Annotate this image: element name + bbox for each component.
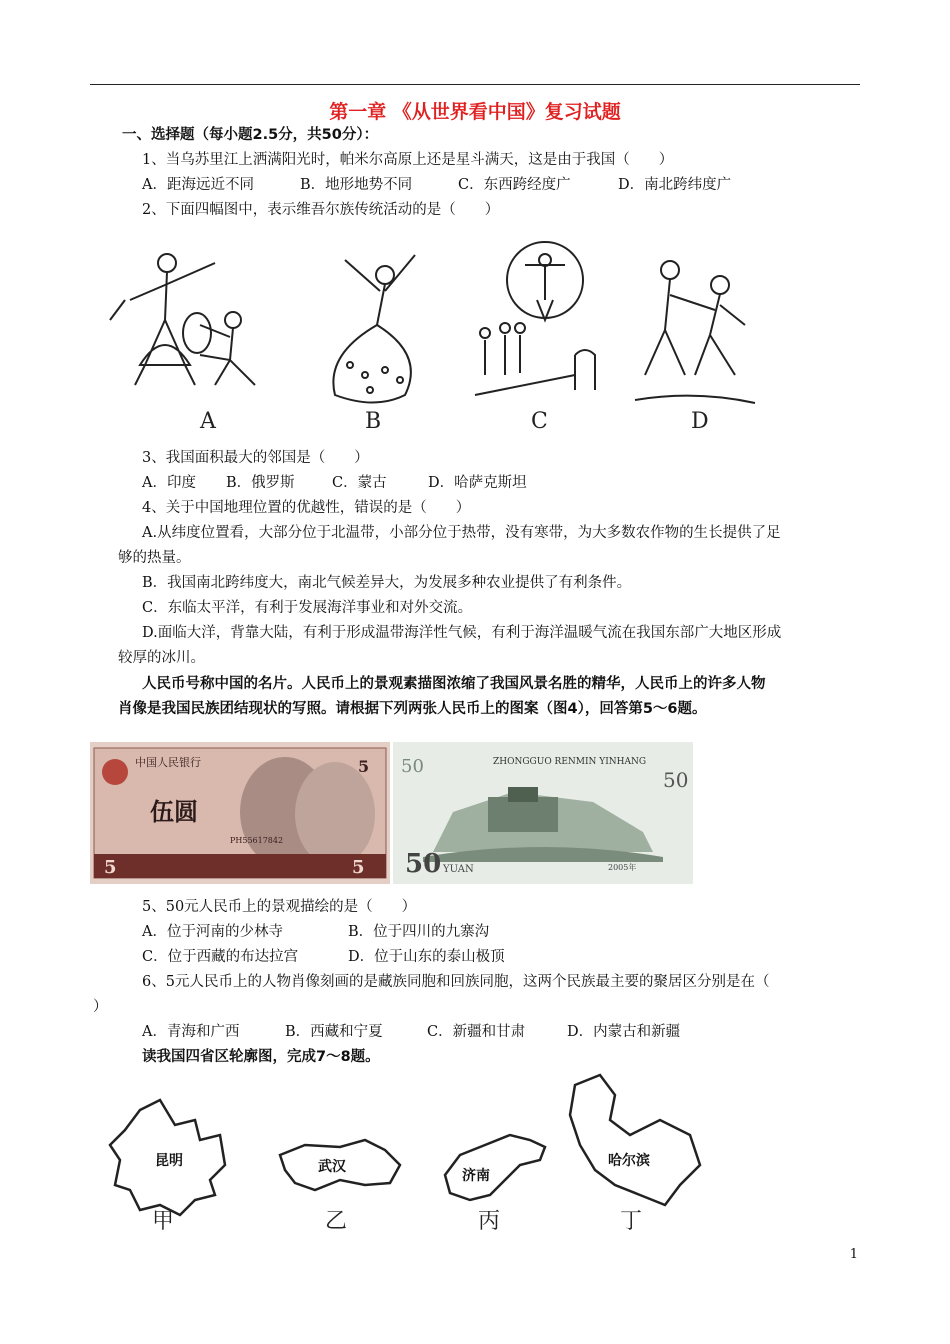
five-note-bottom-value: 5 bbox=[104, 857, 117, 878]
q5-option-a: A．位于河南的少林寺 bbox=[142, 924, 283, 940]
figure-a-label: A bbox=[200, 409, 216, 434]
page-number: 1 bbox=[849, 1247, 858, 1262]
map-city-kunming: 昆明 bbox=[155, 1153, 183, 1169]
figure-b-label: B bbox=[365, 409, 382, 434]
q3-option-b: B．俄罗斯 bbox=[226, 475, 295, 491]
q5-option-c: C．位于西藏的布达拉宫 bbox=[142, 949, 299, 965]
heilongjiang-outline bbox=[570, 1075, 700, 1205]
q4-stem: 4、关于中国地理位置的优越性，错误的是（ ） bbox=[142, 500, 471, 516]
map-label-ding: 丁 bbox=[620, 1209, 643, 1234]
q2-stem: 2、下面四幅图中，表示维吾尔族传统活动的是（ ） bbox=[142, 202, 500, 218]
figure-a-illustration bbox=[110, 254, 255, 385]
portrait-right bbox=[295, 762, 375, 866]
q3-stem: 3、我国面积最大的邻国是（ ） bbox=[142, 450, 369, 466]
five-note-bottom-right-value: 5 bbox=[352, 857, 365, 878]
q5-options-row1 bbox=[142, 922, 489, 942]
q5-option-b: B．位于四川的九寨沟 bbox=[348, 924, 490, 940]
q4-option-a-line1: A.从纬度位置看，大部分位于北温带，小部分位于热带，没有寒带，为大多数农作物的生长提供了足 bbox=[142, 525, 781, 541]
section-heading: 一、选择题（每小题2.5分，共50分）： bbox=[122, 127, 379, 143]
figure-d-label: D bbox=[691, 409, 709, 434]
figure-d-illustration bbox=[635, 261, 755, 403]
q1-option-a: A．距海远近不同 bbox=[142, 177, 254, 193]
map-city-wuhan: 武汉 bbox=[318, 1159, 346, 1175]
five-note-denomination: 伍圆 bbox=[150, 797, 198, 826]
q6-option-c: C．新疆和甘肃 bbox=[427, 1024, 526, 1040]
q5-option-d: D．位于山东的泰山极顶 bbox=[348, 949, 505, 965]
q1-stem: 1、当乌苏里江上洒满阳光时，帕米尔高原上还是星斗满天，这是由于我国（ ） bbox=[142, 152, 674, 168]
q4-option-d-line1: D.面临大洋，背靠大陆，有利于形成温带海洋性气候，有利于海洋温暖气流在我国东部广大地区形成 bbox=[142, 625, 782, 641]
q1-option-c: C．东西跨经度广 bbox=[458, 177, 571, 193]
q6-option-d: D．内蒙古和新疆 bbox=[567, 1024, 681, 1040]
map-label-jia: 甲 bbox=[152, 1209, 175, 1234]
passage-line2: 肖像是我国民族团结现状的写照。请根据下列两张人民币上的图案（图4），回答第5～6题。 bbox=[118, 701, 707, 717]
map-city-jinan: 济南 bbox=[462, 1168, 490, 1184]
five-note-serial: PH55617842 bbox=[230, 836, 284, 845]
q6-stem-line1: 6、5元人民币上的人物肖像刻画的是藏族同胞和回族同胞，这两个民族最主要的聚居区分别是在（ bbox=[142, 974, 770, 990]
national-emblem-icon bbox=[102, 759, 128, 785]
fifty-yuan-note bbox=[393, 742, 693, 884]
figure-c-illustration bbox=[475, 242, 595, 395]
five-yuan-note bbox=[90, 742, 390, 884]
q1-option-b: B．地形地势不同 bbox=[300, 177, 413, 193]
five-note-corner-value: 5 bbox=[358, 757, 370, 776]
q6-option-a: A．青海和广西 bbox=[142, 1024, 240, 1040]
q6-stem-line2: ） bbox=[93, 999, 108, 1015]
fifty-note-top-value: 50 bbox=[401, 756, 424, 777]
province-outlines-figure bbox=[100, 1065, 740, 1235]
fifty-note-bank-name: ZHONGGUO RENMIN YINHANG bbox=[493, 757, 647, 767]
map-label-yi: 乙 bbox=[325, 1209, 348, 1234]
fifty-note-bottom-value: 50 bbox=[405, 849, 442, 879]
q4-option-d-line2: 较厚的冰川。 bbox=[118, 650, 205, 666]
q4-option-b: B．我国南北跨纬度大，南北气候差异大，为发展多种农业提供了有利条件。 bbox=[142, 575, 632, 591]
q3-options bbox=[142, 473, 527, 493]
q3-option-a: A．印度 bbox=[142, 475, 196, 491]
q5-stem: 5、50元人民币上的景观描绘的是（ ） bbox=[142, 899, 417, 915]
page-title: 第一章 《从世界看中国》复习试题 bbox=[329, 101, 621, 123]
ethnic-activities-figure bbox=[105, 225, 765, 435]
q1-options bbox=[142, 175, 731, 195]
header-rule bbox=[90, 84, 860, 85]
q6-options bbox=[142, 1022, 680, 1042]
figure-c-label: C bbox=[531, 409, 548, 434]
fifty-note-year: 2005年 bbox=[608, 863, 637, 872]
q6-option-b: B．西藏和宁夏 bbox=[285, 1024, 383, 1040]
map-label-bing: 丙 bbox=[478, 1209, 501, 1234]
figure-b-illustration bbox=[333, 255, 415, 403]
q5-options-row2 bbox=[142, 947, 505, 967]
five-note-bank-name: 中国人民银行 bbox=[135, 756, 201, 769]
map-intro: 读我国四省区轮廓图，完成7～8题。 bbox=[142, 1049, 380, 1065]
q3-option-c: C．蒙古 bbox=[332, 475, 387, 491]
fifty-note-unit: YUAN bbox=[443, 864, 474, 875]
shandong-outline bbox=[445, 1135, 545, 1200]
q1-option-d: D．南北跨纬度广 bbox=[618, 177, 732, 193]
passage-line1: 人民币号称中国的名片。人民币上的景观素描图浓缩了我国风景名胜的精华，人民币上的许多人物 bbox=[142, 676, 766, 692]
q4-option-a-line2: 够的热量。 bbox=[118, 550, 191, 566]
map-city-harbin: 哈尔滨 bbox=[608, 1153, 650, 1169]
q4-option-c: C．东临太平洋，有利于发展海洋事业和对外交流。 bbox=[142, 600, 473, 616]
fifty-note-side-value: 50 bbox=[663, 768, 689, 792]
q3-option-d: D．哈萨克斯坦 bbox=[428, 475, 527, 491]
